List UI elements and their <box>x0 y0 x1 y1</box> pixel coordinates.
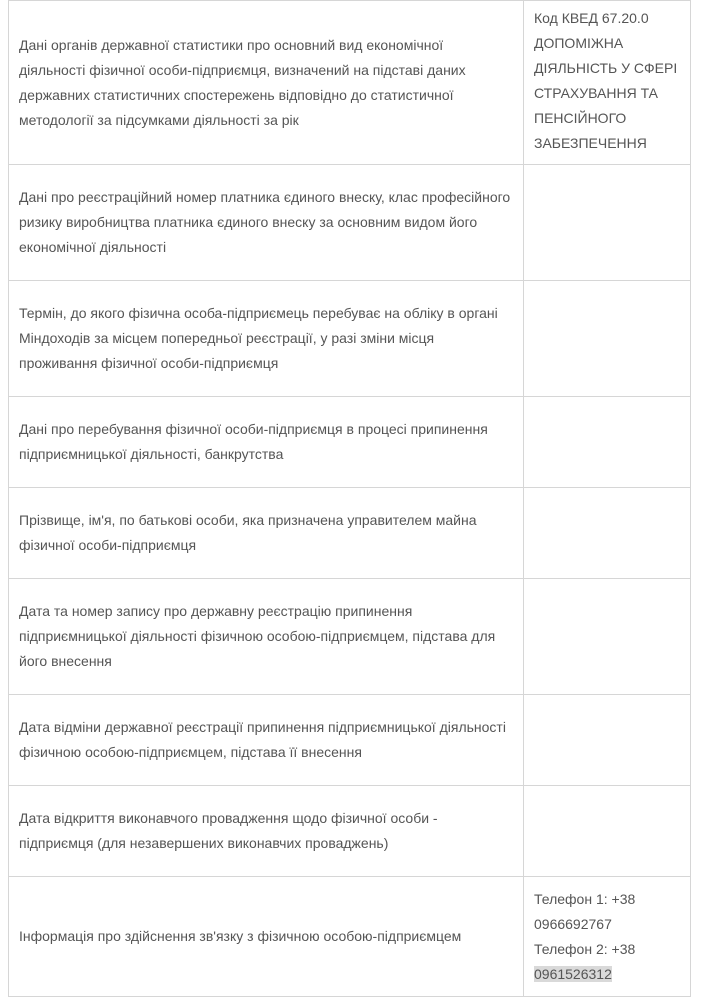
row-value-cell <box>524 695 691 786</box>
row-label-cell <box>9 1 524 165</box>
table-row <box>9 1 691 165</box>
row-label-cell <box>9 786 524 877</box>
kved-description-line: ДІЯЛЬНІСТЬ У СФЕРІ <box>534 59 678 76</box>
kved-code: Код КВЕД 67.20.0 <box>534 9 649 26</box>
table-row <box>9 786 691 877</box>
row-label-cell <box>9 695 524 786</box>
row-label: Прізвище, ім'я, по батькові особи, яка призначена управителем майна фізичної особи-підприємця <box>19 512 477 553</box>
row-label: Дані про реєстраційний номер платника єдиного внеску, клас професійного ризику виробництва платника єдиного внеску за основним видом його економічної діяльності <box>19 189 511 255</box>
row-label-cell <box>9 281 524 397</box>
row-label: Дата відкриття виконавчого провадження щодо фізичної особи - підприємця (для незавершених виконавчих проваджень) <box>19 810 438 851</box>
row-value-cell <box>524 488 691 579</box>
table-row <box>9 695 691 786</box>
phone-2-prefix: Телефон 2: +38 <box>534 941 636 957</box>
kved-description-line: СТРАХУВАННЯ ТА <box>534 84 659 101</box>
table-row <box>9 397 691 488</box>
kved-description-line: ДОПОМІЖНА <box>534 34 624 51</box>
row-value-cell <box>524 397 691 488</box>
row-label: Дата та номер запису про державну реєстрацію припинення підприємницької діяльності фізичною особою-підприємцем, підстава для його внесення <box>19 603 496 669</box>
row-label-cell <box>9 165 524 281</box>
contact-info <box>534 877 680 995</box>
table-row <box>9 488 691 579</box>
table-row <box>9 877 691 997</box>
kved-value <box>534 2 680 164</box>
kved-description-line: ЗАБЕЗПЕЧЕННЯ <box>534 134 647 151</box>
table-row <box>9 579 691 695</box>
registry-table <box>8 0 691 997</box>
row-label: Дані про перебування фізичної особи-підприємця в процесі припинення підприємницької діяльності, банкрутства <box>19 421 488 462</box>
table-row <box>9 281 691 397</box>
row-value-cell <box>524 579 691 695</box>
phone-2-number[interactable]: 0961526312 <box>534 966 612 982</box>
phone-1-prefix: Телефон 1: +38 <box>534 891 636 907</box>
row-value-cell <box>524 281 691 397</box>
row-label: Термін, до якого фізична особа-підприємець перебуває на обліку в органі Міндоходів за місцем попередньої реєстрації, у разі зміни місця проживання фізичної особи-підприємця <box>19 305 498 371</box>
row-label-cell <box>9 579 524 695</box>
kved-description-line: ПЕНСІЙНОГО <box>534 109 627 126</box>
row-value-cell <box>524 165 691 281</box>
row-value-cell <box>524 786 691 877</box>
row-label: Інформація про здійснення зв'язку з фізичною особою-підприємцем <box>19 928 462 944</box>
row-value-cell <box>524 877 691 997</box>
row-label: Дані органів державної статистики про основний вид економічної діяльності фізичної особи-підприємця, визначений на підставі даних державних статистичних спостережень відповідно до статистичної методології за підсумками діяльності за рік <box>19 36 466 128</box>
row-label-cell <box>9 877 524 997</box>
phone-1-number[interactable]: 0966692767 <box>534 916 612 932</box>
row-label: Дата відміни державної реєстрації припинення підприємницької діяльності фізичною особою-підприємцем, підстава її внесення <box>19 719 506 760</box>
row-label-cell <box>9 397 524 488</box>
table-row <box>9 165 691 281</box>
row-value-cell <box>524 1 691 165</box>
row-label-cell <box>9 488 524 579</box>
